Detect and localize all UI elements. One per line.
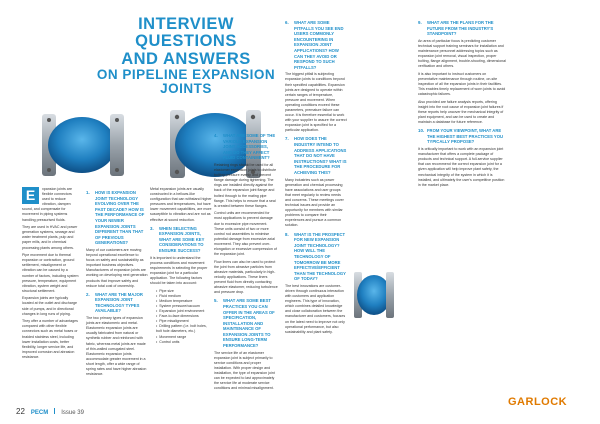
- list-item: • Drilling pattern (i.e. bolt holes, bolt hole diameters, etc.): [156, 324, 212, 334]
- column-6: [418, 17, 506, 190]
- question-number: 7.: [285, 136, 289, 142]
- answer-7: Many industries such as power generation and chemical processing have associations and user groups that meet regularly to review needs and concerns. These meetings cover technical issues and provide an opportunity for members with similar problems to compare their experiences and pursue a common solution.: [285, 177, 344, 228]
- expansion-joint-left: [42, 114, 124, 176]
- answer-2-continued: Metal expansion joints are usually constructed in a bellows-like configuration that can withstand higher pressures and temperatures, but have lower movement capabilities, are more susceptible to vibration and are not as effective at sound reduction.: [150, 187, 212, 222]
- question-4: [214, 133, 278, 161]
- page-title: [86, 16, 286, 96]
- question-text: WHAT IS THE PROSPECT FOR NEW EXPANSION JOINT TECHNOLOGY? HOW WILL THE TECHNOLOGY OF TOMORROW BE MORE EFFECTIVE/EFFICIENT THAN THE TECHNOLOGY OF TODAY?: [294, 231, 346, 282]
- question-number: 4.: [214, 133, 218, 138]
- answer-4b: Control units are recommended for most applications to prevent damage due to excessive pipe movement. These units consist of two or more control rod assemblies to minimise potential damage from excessive axial movement. They also prevent over-elongation or excessive compression of the expansion joint.: [214, 211, 277, 257]
- question-number: 6.: [285, 20, 289, 25]
- list-item: • Medium temperature: [156, 299, 212, 304]
- answer-4: Retaining rings should be used for all elastomer expansion joints to distribute bolting pressure evenly and prevent flange damage during tightening. The rings are installed directly against the back of the expansion joint flange and bolted through to the mating pipe flange. This helps to ensure that a seal is created between these flanges.: [214, 162, 277, 208]
- answer-4c: Flow liners can also be used to protect the joint from abrasive particles from abrasive materials, particularly in high-velocity applications. These liners prevent fluid from directly contacting abrasive elastomer, reducing turbulence and pressure drop.: [214, 259, 278, 295]
- question-1: [86, 190, 148, 246]
- list-item: • Face-to-face dimensions: [156, 314, 212, 319]
- question-5: [214, 298, 278, 348]
- magazine-name: PECM: [30, 410, 49, 416]
- list-item: • Pipe size: [156, 289, 212, 294]
- column-2: [86, 187, 148, 380]
- question-number: 3.: [150, 225, 154, 231]
- answer-9: An area of particular focus is predicting customer technical support training seminars for installation and maintenance personnel addressing topics such as expansion joint removal, visual inspection, proper bolting, flange alignment, trouble-shooting, dimensional verification and others.: [418, 38, 506, 69]
- question-text: FROM YOUR VIEWPOINT, WHAT ARE THE HIGHEST BEST PRACTICES YOU TYPICALLY PROPOSE?: [427, 128, 504, 145]
- question-number: 2.: [86, 291, 90, 297]
- question-3: [150, 226, 212, 254]
- question-number: 8.: [285, 231, 289, 237]
- question-number: 10.: [418, 128, 425, 134]
- question-text: HOW IS EXPANSION JOINT TECHNOLOGY EVOLVING OVER THE PAST DECADE? HOW IS THE PERFORMANCE OF YOUR NEWER EXPANSION JOINTS DIFFERENT THAN THAT OF PREVIOUS GENERATIONS?: [95, 190, 145, 246]
- question-text: WHAT ARE THE PLANS FOR THE FUTURE FROM THE INDUSTRY'S STANDPOINT?: [427, 20, 494, 37]
- question-6: [285, 20, 347, 70]
- list-item: • System pressure/vacuum: [156, 304, 212, 309]
- brand-logo: GARLOCK: [508, 396, 568, 408]
- question-text: HOW DOES THE INDUSTRY INTEND TO ADDRESS APPLICATIONS THAT DO NOT HAVE INSTRUCTIONS? WHAT IS THE PROCEDURE FOR ACHIEVING THIS?: [294, 136, 347, 176]
- question-text: WHEN SELECTING EXPANSION JOINTS, WHAT ARE SOME KEY CONSIDERATIONS TO ENSURE SUCCESS?: [159, 225, 205, 254]
- question-10: [418, 128, 506, 145]
- page-footer: [16, 407, 84, 416]
- list-item: • Movement range: [156, 335, 212, 340]
- column-1: [22, 187, 80, 363]
- list-item: • Pipe misalignment: [156, 319, 212, 324]
- answer-3: It is important to understand the process conditions and movement requirements in selecting the proper expansion joint for a particular application. The following factors should be taken into account:: [150, 255, 208, 286]
- title-line-1: INTERVIEW QUESTIONS: [135, 15, 237, 51]
- question-7: [285, 136, 347, 175]
- question-text: WHAT ARE SOME OF THE VARIOUS EXPANSION JOINT ACCESSORIES, AND DO THEY AFFECT FLUID CONTAINMENT?: [223, 133, 276, 161]
- question-number: 1.: [86, 190, 90, 195]
- question-text: WHAT ARE SOME PITFALLS YOU SEE END USERS COMMONLY ENCOUNTERING IN EXPANSION JOINT APPLICATIONS? HOW CAN THEY AVOID OR RESPOND TO SUCH PITFALLS?: [294, 20, 344, 70]
- title-line-2: AND ANSWERS: [121, 49, 251, 68]
- paragraph: Expansion joints are typically located at the outlet and discharge side of pumps, and in directional changes in long runs of piping.: [22, 296, 77, 316]
- question-text: WHAT ARE THE MAJOR EXPANSION JOINT TECHNOLOGY TYPES AVAILABLE?: [95, 291, 143, 314]
- list-item: • Fluid medium: [156, 294, 212, 299]
- question-8: [285, 232, 347, 282]
- drop-cap: E: [22, 187, 39, 204]
- question-text: WHAT ARE SOME BEST PRACTICES YOU CAN OFFER IN THE AREAS OF SPECIFICATION, INSTALLATION AND MAINTENANCE OF EXPANSION JOINTS TO ENSURE LONG-TERM PERFORMANCE?: [223, 298, 275, 349]
- answer-6: The biggest pitfall is subjecting expansion joints to conditions beyond their specified capabilities. Expansion joints are designed to operate within certain ranges of temperature, pressure and movement. When operating conditions exceed these parameters, premature failure can occur. It is therefore essential to work with your supplier to assure the correct expansion joint is specified for a particular application.: [285, 72, 347, 133]
- title-line-4: JOINTS: [160, 81, 212, 97]
- column-3: [150, 187, 212, 348]
- answer-10: It is critically important to work with an expansion joint manufacturer that offers a complete package of products and technical support. A full-service supplier that can recommend the correct expansion joint for a given application will help improve plant safety, the mechanical integrity of the system in which it is installed, and ultimately the user's competitive position in the market place.: [418, 147, 505, 187]
- question-number: 5.: [214, 298, 218, 304]
- question-2: [86, 292, 148, 314]
- paragraph: They are used in HVAC and power generation systems, sewage and water treatment plants, pulp and paper mills, and in chemical processing plants among others.: [22, 225, 78, 250]
- intro-paragraph: [22, 187, 80, 223]
- answer-2: The two primary types of expansion joints are elastomeric and metal. Elastomeric expansion joints are usually fabricated from natural or synthetic rubber and reinforced with fabric, whereas metal joints are made of thin-walled corrugated steel. Elastomeric expansion joints accommodate greater movement in a short length, offer a wide range of spring rates and have higher abrasion resistance.: [86, 316, 147, 377]
- title-line-3: ON PIPELINE EXPANSION: [96, 66, 276, 82]
- column-4: [214, 130, 278, 394]
- answer-1: Many of our customers are moving beyond operational excellence to focus on safety and sustainability as important business objectives. Manufacturers of expansion joints are working on developing next generation products that improve safety and reduce total cost of ownership.: [86, 247, 148, 288]
- expansion-joint-photo-small: [348, 268, 398, 322]
- issue-number: Issue 39: [61, 410, 84, 416]
- answer-8: The best innovations are customer-driven through continuous interaction with customers and application engineers. This type of innovation, which combines detailed knowledge and close collaboration between the manufacturer and customers, focuses on the latest need to improve not only operational performance, but also sustainability and plant safety.: [285, 283, 346, 334]
- answer-5: The service life of an elastomer expansion joint is subject primarily to service conditions and proper installation. With proper design and installation, the type of expansion joint can be expected to last approximately the service life at moderate service conditions and minimal misalignment.: [214, 350, 275, 391]
- answer-9c: Also provided are failure analysis reports, offering insight into the root cause of expansion joint failures if these reports help uncover the mechanical integrity of plant equipment, and can be used to create and maintain a database for future reference.: [418, 99, 504, 125]
- column-5: [285, 17, 347, 337]
- intro-text: xpansion joints are flexible connectors used to reduce vibration, dampen sound, and compensate for movement in piping systems handling pressurised fluids.: [22, 187, 72, 222]
- question-9: [418, 20, 506, 37]
- factor-list: [156, 289, 212, 345]
- page-number: 22: [16, 407, 25, 416]
- answer-9b: It is also important to instruct customers on preventative maintenance through routine, on-site inspection of all the expansion joints in their facilities. This enables timely replacement of worn joints to avoid catastrophic failures.: [418, 71, 506, 97]
- paragraph: They offer a number of advantages compared with other flexible connectors such as metal hoses or braided stainless steel, including lower installation costs, better flexibility, longer service life, and improved corrosion and abrasion resistance.: [22, 319, 78, 359]
- footer-divider: [54, 408, 55, 414]
- list-item: • Control units: [156, 340, 212, 345]
- question-number: 9.: [418, 20, 422, 25]
- list-item: • Expansion joint environment: [156, 309, 212, 314]
- paragraph: Pipe movement due to thermal expansion or contraction, ground settlement, misalignment or vibration can be caused by a number of factors, including system pressure, temperature, equipment vibration, system weight and structural settlement.: [22, 253, 79, 293]
